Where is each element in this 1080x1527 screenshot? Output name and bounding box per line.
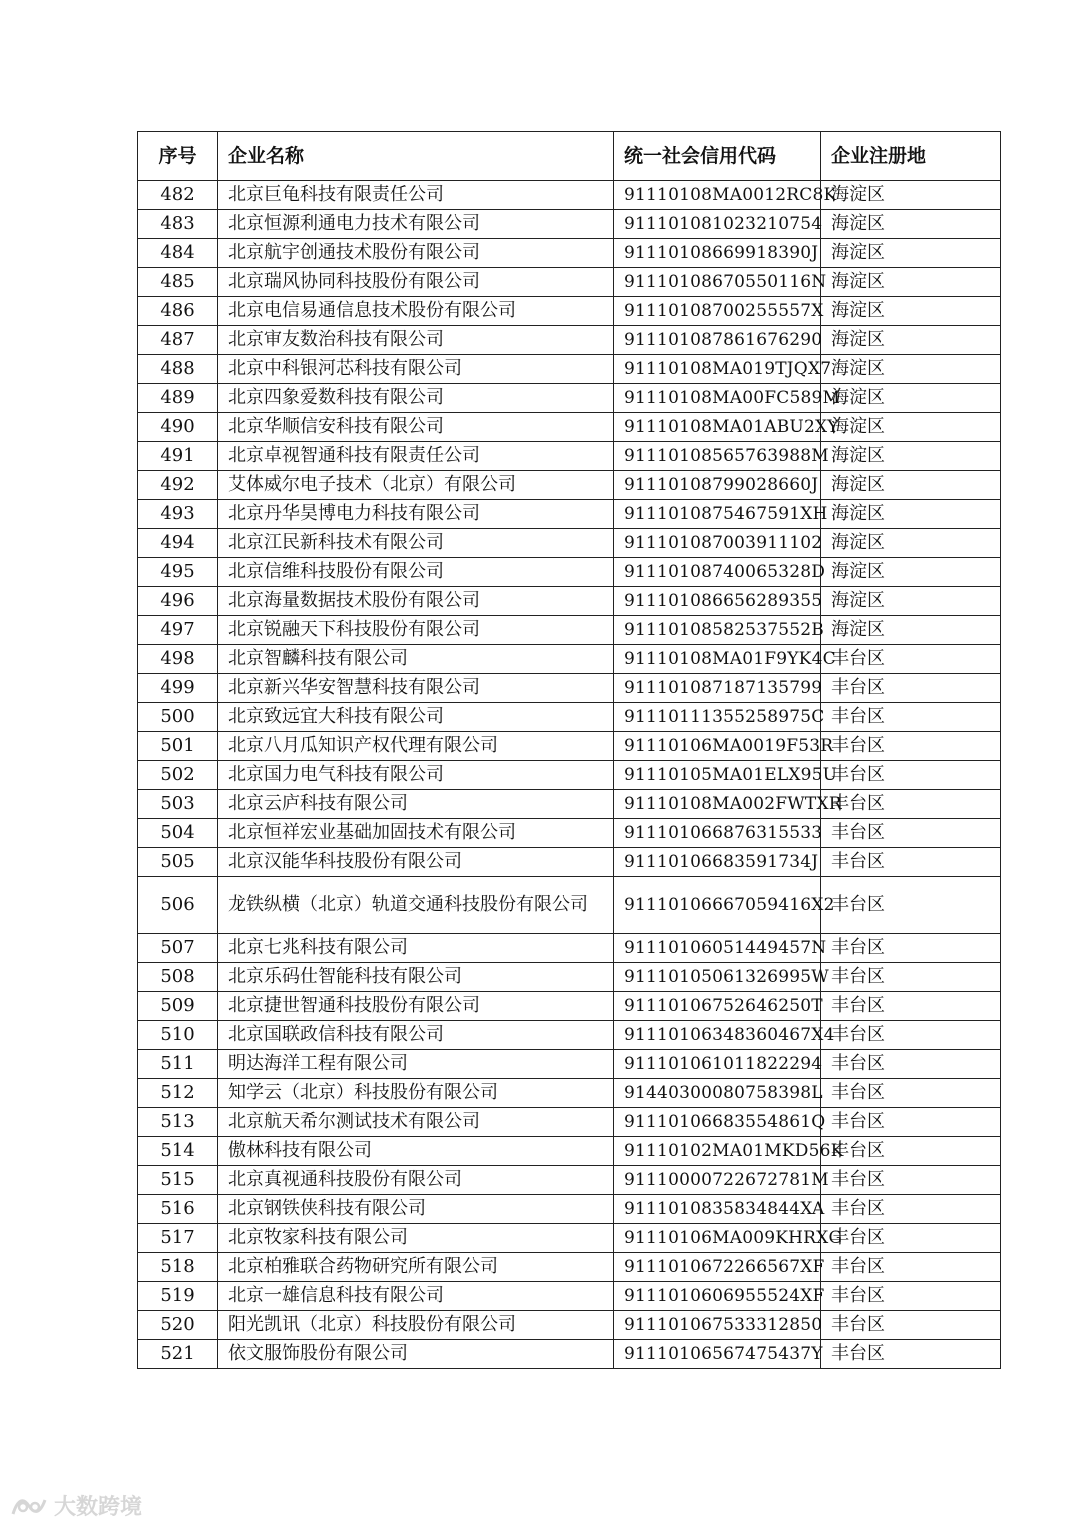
table-row [138,587,1001,616]
district: 丰台区 [821,1195,1001,1224]
row-index: 499 [138,674,218,703]
row-index: 496 [138,587,218,616]
district: 丰台区 [821,1108,1001,1137]
district: 丰台区 [821,1340,1001,1369]
credit-code: 91110106683554861Q [614,1108,821,1137]
table-row [138,963,1001,992]
district: 丰台区 [821,1224,1001,1253]
table-row [138,181,1001,210]
district: 丰台区 [821,1050,1001,1079]
table-row [138,1108,1001,1137]
company-name: 傲林科技有限公司 [218,1137,614,1166]
row-index: 518 [138,1253,218,1282]
row-index: 515 [138,1166,218,1195]
row-index: 487 [138,326,218,355]
table-row [138,703,1001,732]
district: 海淀区 [821,210,1001,239]
district: 海淀区 [821,239,1001,268]
company-name: 阳光凯讯（北京）科技股份有限公司 [218,1311,614,1340]
district: 海淀区 [821,326,1001,355]
row-index: 494 [138,529,218,558]
credit-code: 911101067533312850 [614,1311,821,1340]
company-name: 艾体威尔电子技术（北京）有限公司 [218,471,614,500]
district: 丰台区 [821,1282,1001,1311]
row-index: 506 [138,877,218,934]
row-index: 489 [138,384,218,413]
row-index: 517 [138,1224,218,1253]
company-name: 北京钢铁侠科技有限公司 [218,1195,614,1224]
district: 丰台区 [821,703,1001,732]
company-name: 北京汉能华科技股份有限公司 [218,848,614,877]
table-row [138,239,1001,268]
row-index: 504 [138,819,218,848]
table-row [138,877,1001,934]
credit-code: 91110106752646250T [614,992,821,1021]
watermark [10,1490,142,1521]
header-company-name: 企业名称 [218,132,614,181]
credit-code: 91110106667059416X2 [614,877,821,934]
district: 丰台区 [821,1253,1001,1282]
credit-code: 91110106MA0019F53R [614,732,821,761]
company-name: 北京航宇创通技术股份有限公司 [218,239,614,268]
district: 丰台区 [821,934,1001,963]
row-index: 508 [138,963,218,992]
table-row [138,1079,1001,1108]
company-name: 北京七兆科技有限公司 [218,934,614,963]
district: 丰台区 [821,761,1001,790]
district: 丰台区 [821,819,1001,848]
credit-code: 91110108MA019TJQX7 [614,355,821,384]
district: 丰台区 [821,1079,1001,1108]
row-index: 485 [138,268,218,297]
company-name: 北京乐码仕智能科技有限公司 [218,963,614,992]
company-name: 北京电信易通信息技术股份有限公司 [218,297,614,326]
district: 海淀区 [821,529,1001,558]
district: 海淀区 [821,558,1001,587]
district: 丰台区 [821,732,1001,761]
company-name: 北京柏雅联合药物研究所有限公司 [218,1253,614,1282]
district: 丰台区 [821,645,1001,674]
row-index: 507 [138,934,218,963]
company-name: 知学云（北京）科技股份有限公司 [218,1079,614,1108]
credit-code: 91110108799028660J [614,471,821,500]
row-index: 514 [138,1137,218,1166]
district: 丰台区 [821,790,1001,819]
district: 海淀区 [821,500,1001,529]
row-index: 512 [138,1079,218,1108]
credit-code: 911101087003911102 [614,529,821,558]
credit-code: 91110106MA009KHRXG [614,1224,821,1253]
table-row [138,355,1001,384]
district: 丰台区 [821,877,1001,934]
company-name: 北京信维科技股份有限公司 [218,558,614,587]
row-index: 490 [138,413,218,442]
company-name: 北京华顺信安科技有限公司 [218,413,614,442]
table-row [138,413,1001,442]
credit-code: 91110105061326995W [614,963,821,992]
district: 丰台区 [821,963,1001,992]
table-row [138,819,1001,848]
table-row [138,645,1001,674]
company-name: 北京江民新科技术有限公司 [218,529,614,558]
table-row [138,1050,1001,1079]
table-row [138,442,1001,471]
table-row [138,1224,1001,1253]
district: 丰台区 [821,1021,1001,1050]
table-row [138,992,1001,1021]
table-row [138,326,1001,355]
district: 丰台区 [821,1166,1001,1195]
district: 海淀区 [821,413,1001,442]
district: 海淀区 [821,355,1001,384]
row-index: 501 [138,732,218,761]
credit-code: 911101081023210754 [614,210,821,239]
credit-code: 91110108700255557X [614,297,821,326]
credit-code: 911101066876315533 [614,819,821,848]
company-name: 北京四象爱数科技有限公司 [218,384,614,413]
table-row [138,848,1001,877]
credit-code: 91110108MA0012RC8K [614,181,821,210]
company-name: 北京丹华昊博电力科技有限公司 [218,500,614,529]
company-name: 依文服饰股份有限公司 [218,1340,614,1369]
company-name: 北京新兴华安智慧科技有限公司 [218,674,614,703]
enterprise-table [137,131,1001,1369]
company-name: 北京云庐科技有限公司 [218,790,614,819]
table-row [138,616,1001,645]
company-name: 北京卓视智通科技有限责任公司 [218,442,614,471]
table-row [138,384,1001,413]
table-row [138,1166,1001,1195]
company-name: 北京智麟科技有限公司 [218,645,614,674]
row-index: 511 [138,1050,218,1079]
table-row [138,1340,1001,1369]
table-row [138,790,1001,819]
company-name: 北京捷世智通科技股份有限公司 [218,992,614,1021]
company-name: 明达海洋工程有限公司 [218,1050,614,1079]
company-name: 北京致远宜大科技有限公司 [218,703,614,732]
district: 海淀区 [821,268,1001,297]
table-row [138,1137,1001,1166]
credit-code: 91110108MA01ABU2XY [614,413,821,442]
credit-code: 91110106051449457N [614,934,821,963]
credit-code: 911101087861676290 [614,326,821,355]
credit-code: 911101061011822294 [614,1050,821,1079]
company-name: 北京国力电气科技有限公司 [218,761,614,790]
table-row [138,934,1001,963]
company-name: 北京海量数据技术股份有限公司 [218,587,614,616]
row-index: 509 [138,992,218,1021]
company-name: 北京瑞风协同科技股份有限公司 [218,268,614,297]
district: 丰台区 [821,992,1001,1021]
credit-code: 91440300080758398L [614,1079,821,1108]
district: 海淀区 [821,297,1001,326]
row-index: 482 [138,181,218,210]
district: 丰台区 [821,674,1001,703]
credit-code: 911101087187135799 [614,674,821,703]
company-name: 北京航天希尔测试技术有限公司 [218,1108,614,1137]
company-name: 北京牧家科技有限公司 [218,1224,614,1253]
credit-code: 9111010835834844XA [614,1195,821,1224]
row-index: 500 [138,703,218,732]
row-index: 495 [138,558,218,587]
header-credit-code: 统一社会信用代码 [614,132,821,181]
company-name: 北京国联政信科技有限公司 [218,1021,614,1050]
table-row [138,1282,1001,1311]
table-row [138,297,1001,326]
row-index: 503 [138,790,218,819]
row-index: 521 [138,1340,218,1369]
row-index: 488 [138,355,218,384]
credit-code: 91110108MA00FC589M [614,384,821,413]
credit-code: 91110111355258975C [614,703,821,732]
row-index: 484 [138,239,218,268]
header-district: 企业注册地 [821,132,1001,181]
credit-code: 91110108669918390J [614,239,821,268]
table-row [138,1253,1001,1282]
row-index: 498 [138,645,218,674]
table-row [138,529,1001,558]
credit-code: 9111010875467591XH [614,500,821,529]
credit-code: 911101086656289355 [614,587,821,616]
company-name: 龙铁纵横（北京）轨道交通科技股份有限公司 [218,877,614,934]
row-index: 492 [138,471,218,500]
company-name: 北京一雄信息科技有限公司 [218,1282,614,1311]
camera-eye-logo-icon [10,1494,48,1518]
table-row [138,761,1001,790]
credit-code: 91110106567475437Y [614,1340,821,1369]
row-index: 520 [138,1311,218,1340]
district: 海淀区 [821,471,1001,500]
row-index: 510 [138,1021,218,1050]
table-row [138,471,1001,500]
row-index: 502 [138,761,218,790]
row-index: 505 [138,848,218,877]
credit-code: 91110108582537552B [614,616,821,645]
credit-code: 91110108565763988M [614,442,821,471]
company-name: 北京八月瓜知识产权代理有限公司 [218,732,614,761]
company-name: 北京恒源利通电力技术有限公司 [218,210,614,239]
table-row [138,268,1001,297]
row-index: 491 [138,442,218,471]
company-name: 北京真视通科技股份有限公司 [218,1166,614,1195]
row-index: 513 [138,1108,218,1137]
header-index: 序号 [138,132,218,181]
table-row [138,674,1001,703]
table-row [138,732,1001,761]
credit-code: 91110108MA002FWTXR [614,790,821,819]
table-row [138,558,1001,587]
table-header-row [138,132,1001,181]
credit-code: 9111010672266567XF [614,1253,821,1282]
table-row [138,1311,1001,1340]
watermark-text: 大数跨境 [54,1495,143,1520]
row-index: 486 [138,297,218,326]
district: 丰台区 [821,1311,1001,1340]
company-name: 北京锐融天下科技股份有限公司 [218,616,614,645]
district: 丰台区 [821,1137,1001,1166]
company-name: 北京恒祥宏业基础加固技术有限公司 [218,819,614,848]
row-index: 519 [138,1282,218,1311]
company-name: 北京中科银河芯科技有限公司 [218,355,614,384]
district: 海淀区 [821,587,1001,616]
district: 丰台区 [821,848,1001,877]
table-row [138,1195,1001,1224]
district: 海淀区 [821,442,1001,471]
credit-code: 91110108740065328D [614,558,821,587]
row-index: 516 [138,1195,218,1224]
table-body [138,181,1001,1369]
credit-code: 91110000722672781M [614,1166,821,1195]
row-index: 483 [138,210,218,239]
table-row [138,210,1001,239]
company-name: 北京巨龟科技有限责任公司 [218,181,614,210]
credit-code: 91110102MA01MKD56K [614,1137,821,1166]
credit-code: 91110106348360467X4 [614,1021,821,1050]
credit-code: 91110108MA01F9YK4C [614,645,821,674]
table-row [138,500,1001,529]
credit-code: 91110108670550116N [614,268,821,297]
district: 海淀区 [821,384,1001,413]
district: 海淀区 [821,181,1001,210]
credit-code: 91110106683591734J [614,848,821,877]
row-index: 497 [138,616,218,645]
company-name: 北京审友数治科技有限公司 [218,326,614,355]
credit-code: 9111010606955524XF [614,1282,821,1311]
table-row [138,1021,1001,1050]
row-index: 493 [138,500,218,529]
district: 海淀区 [821,616,1001,645]
credit-code: 91110105MA01ELX95U [614,761,821,790]
